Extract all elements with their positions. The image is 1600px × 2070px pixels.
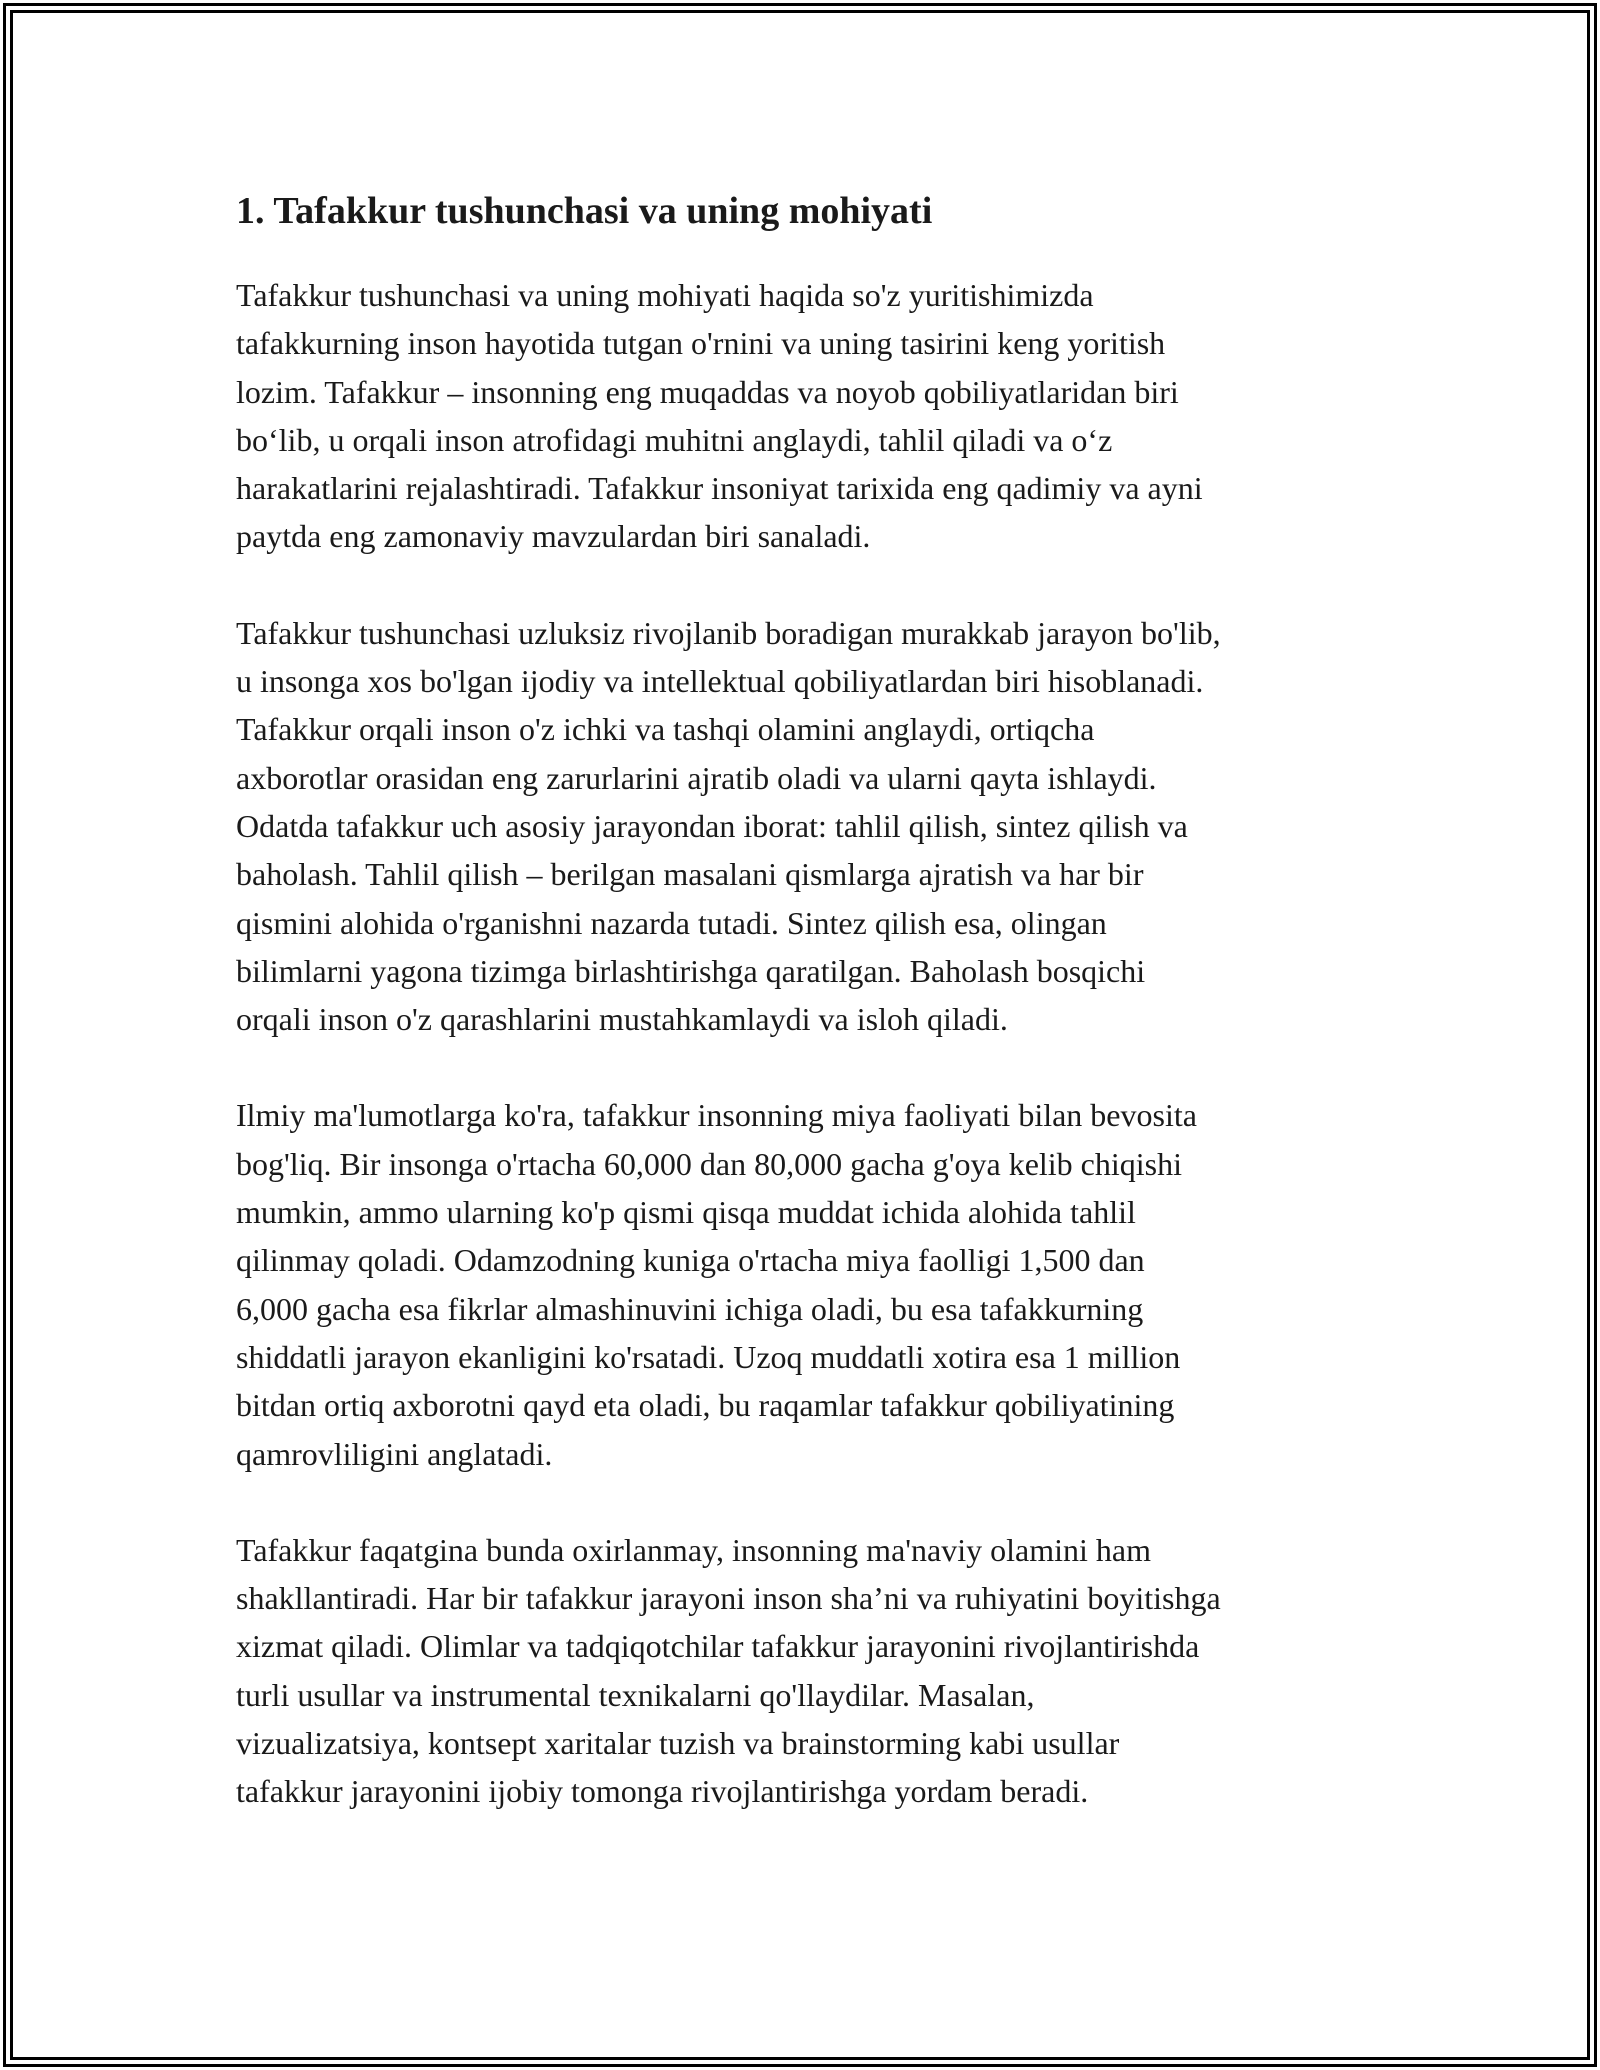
document-body — [236, 185, 1386, 1864]
paragraph-line: baholash. Tahlil qilish – berilgan masalani qismlarga ajratish va har bir — [236, 856, 1144, 893]
paragraph-4 — [236, 1526, 1386, 1816]
paragraph-3 — [236, 1091, 1386, 1477]
paragraph-line: axborotlar orasidan eng zarurlarini ajratib oladi va ularni qayta ishlaydi. — [236, 759, 1157, 796]
paragraph-line: shakllantiradi. Har bir tafakkur jarayoni inson sha’ni va ruhiyatini boyitishga — [236, 1580, 1221, 1617]
paragraph-list — [236, 271, 1386, 1816]
paragraph-line: Ilmiy ma'lumotlarga ko'ra, tafakkur insonning miya faoliyati bilan bevosita — [236, 1097, 1197, 1134]
paragraph-line: paytda eng zamonaviy mavzulardan biri sanaladi. — [236, 518, 871, 555]
paragraph-2 — [236, 609, 1386, 1044]
paragraph-line: tafakkur jarayonini ijobiy tomonga rivojlantirishga yordam beradi. — [236, 1773, 1089, 1810]
paragraph-line: u insonga xos bo'lgan ijodiy va intellektual qobiliyatlardan biri hisoblanadi. — [236, 663, 1204, 700]
paragraph-line: harakatlarini rejalashtiradi. Tafakkur insoniyat tarixida eng qadimiy va ayni — [236, 470, 1203, 507]
paragraph-line: turli usullar va instrumental texnikalarni qo'llaydilar. Masalan, — [236, 1676, 1035, 1713]
paragraph-line: qilinmay qoladi. Odamzodning kuniga o'rtacha miya faolligi 1,500 dan — [236, 1242, 1145, 1279]
paragraph-line: Tafakkur tushunchasi va uning mohiyati haqida so'z yuritishimizda — [236, 277, 1094, 313]
paragraph-line: tafakkurning inson hayotida tutgan o'rnini va uning tasirini keng yoritish — [236, 325, 1166, 362]
paragraph-line: Tafakkur orqali inson o'z ichki va tashqi olamini anglaydi, ortiqcha — [236, 711, 1095, 748]
section-heading: 1. Tafakkur tushunchasi va uning mohiyati — [236, 190, 933, 232]
paragraph-line: vizualizatsiya, kontsept xaritalar tuzish va brainstorming kabi usullar — [236, 1725, 1120, 1762]
paragraph-line: Odatda tafakkur uch asosiy jarayondan iborat: tahlil qilish, sintez qilish va — [236, 807, 1188, 844]
paragraph-line: Tafakkur tushunchasi uzluksiz rivojlanib boradigan murakkab jarayon bo'lib, — [236, 614, 1221, 651]
paragraph-line: lozim. Tafakkur – insonning eng muqaddas va noyob qobiliyatlaridan biri — [236, 373, 1179, 410]
paragraph-line: bo‘lib, u orqali inson atrofidagi muhitni anglaydi, tahlil qiladi va o‘z — [236, 421, 1113, 458]
paragraph-line: orqali inson o'z qarashlarini mustahkamlaydi va isloh qiladi. — [236, 1001, 1008, 1038]
paragraph-line: bitdan ortiq axborotni qayd eta oladi, bu raqamlar tafakkur qobiliyatining — [236, 1387, 1175, 1424]
paragraph-1 — [236, 271, 1386, 561]
paragraph-line: 6,000 gacha esa fikrlar almashinuvini ichiga oladi, bu esa tafakkurning — [236, 1290, 1144, 1327]
paragraph-line: qamrovliligini anglatadi. — [236, 1435, 553, 1472]
paragraph-line: shiddatli jarayon ekanligini ko'rsatadi. Uzoq muddatli xotira esa 1 million — [236, 1338, 1181, 1375]
paragraph-line: Tafakkur faqatgina bunda oxirlanmay, insonning ma'naviy olamini ham — [236, 1531, 1151, 1568]
paragraph-line: qismini alohida o'rganishni nazarda tutadi. Sintez qilish esa, olingan — [236, 904, 1107, 941]
paragraph-line: mumkin, ammo ularning ko'p qismi qisqa muddat ichida alohida tahlil — [236, 1194, 1136, 1231]
paragraph-line: bog'liq. Bir insonga o'rtacha 60,000 dan 80,000 gacha g'oya kelib chiqishi — [236, 1145, 1182, 1182]
paragraph-line: bilimlarni yagona tizimga birlashtirishga qaratilgan. Baholash bosqichi — [236, 952, 1146, 989]
paragraph-line: xizmat qiladi. Olimlar va tadqiqotchilar tafakkur jarayonini rivojlantirishda — [236, 1628, 1200, 1665]
